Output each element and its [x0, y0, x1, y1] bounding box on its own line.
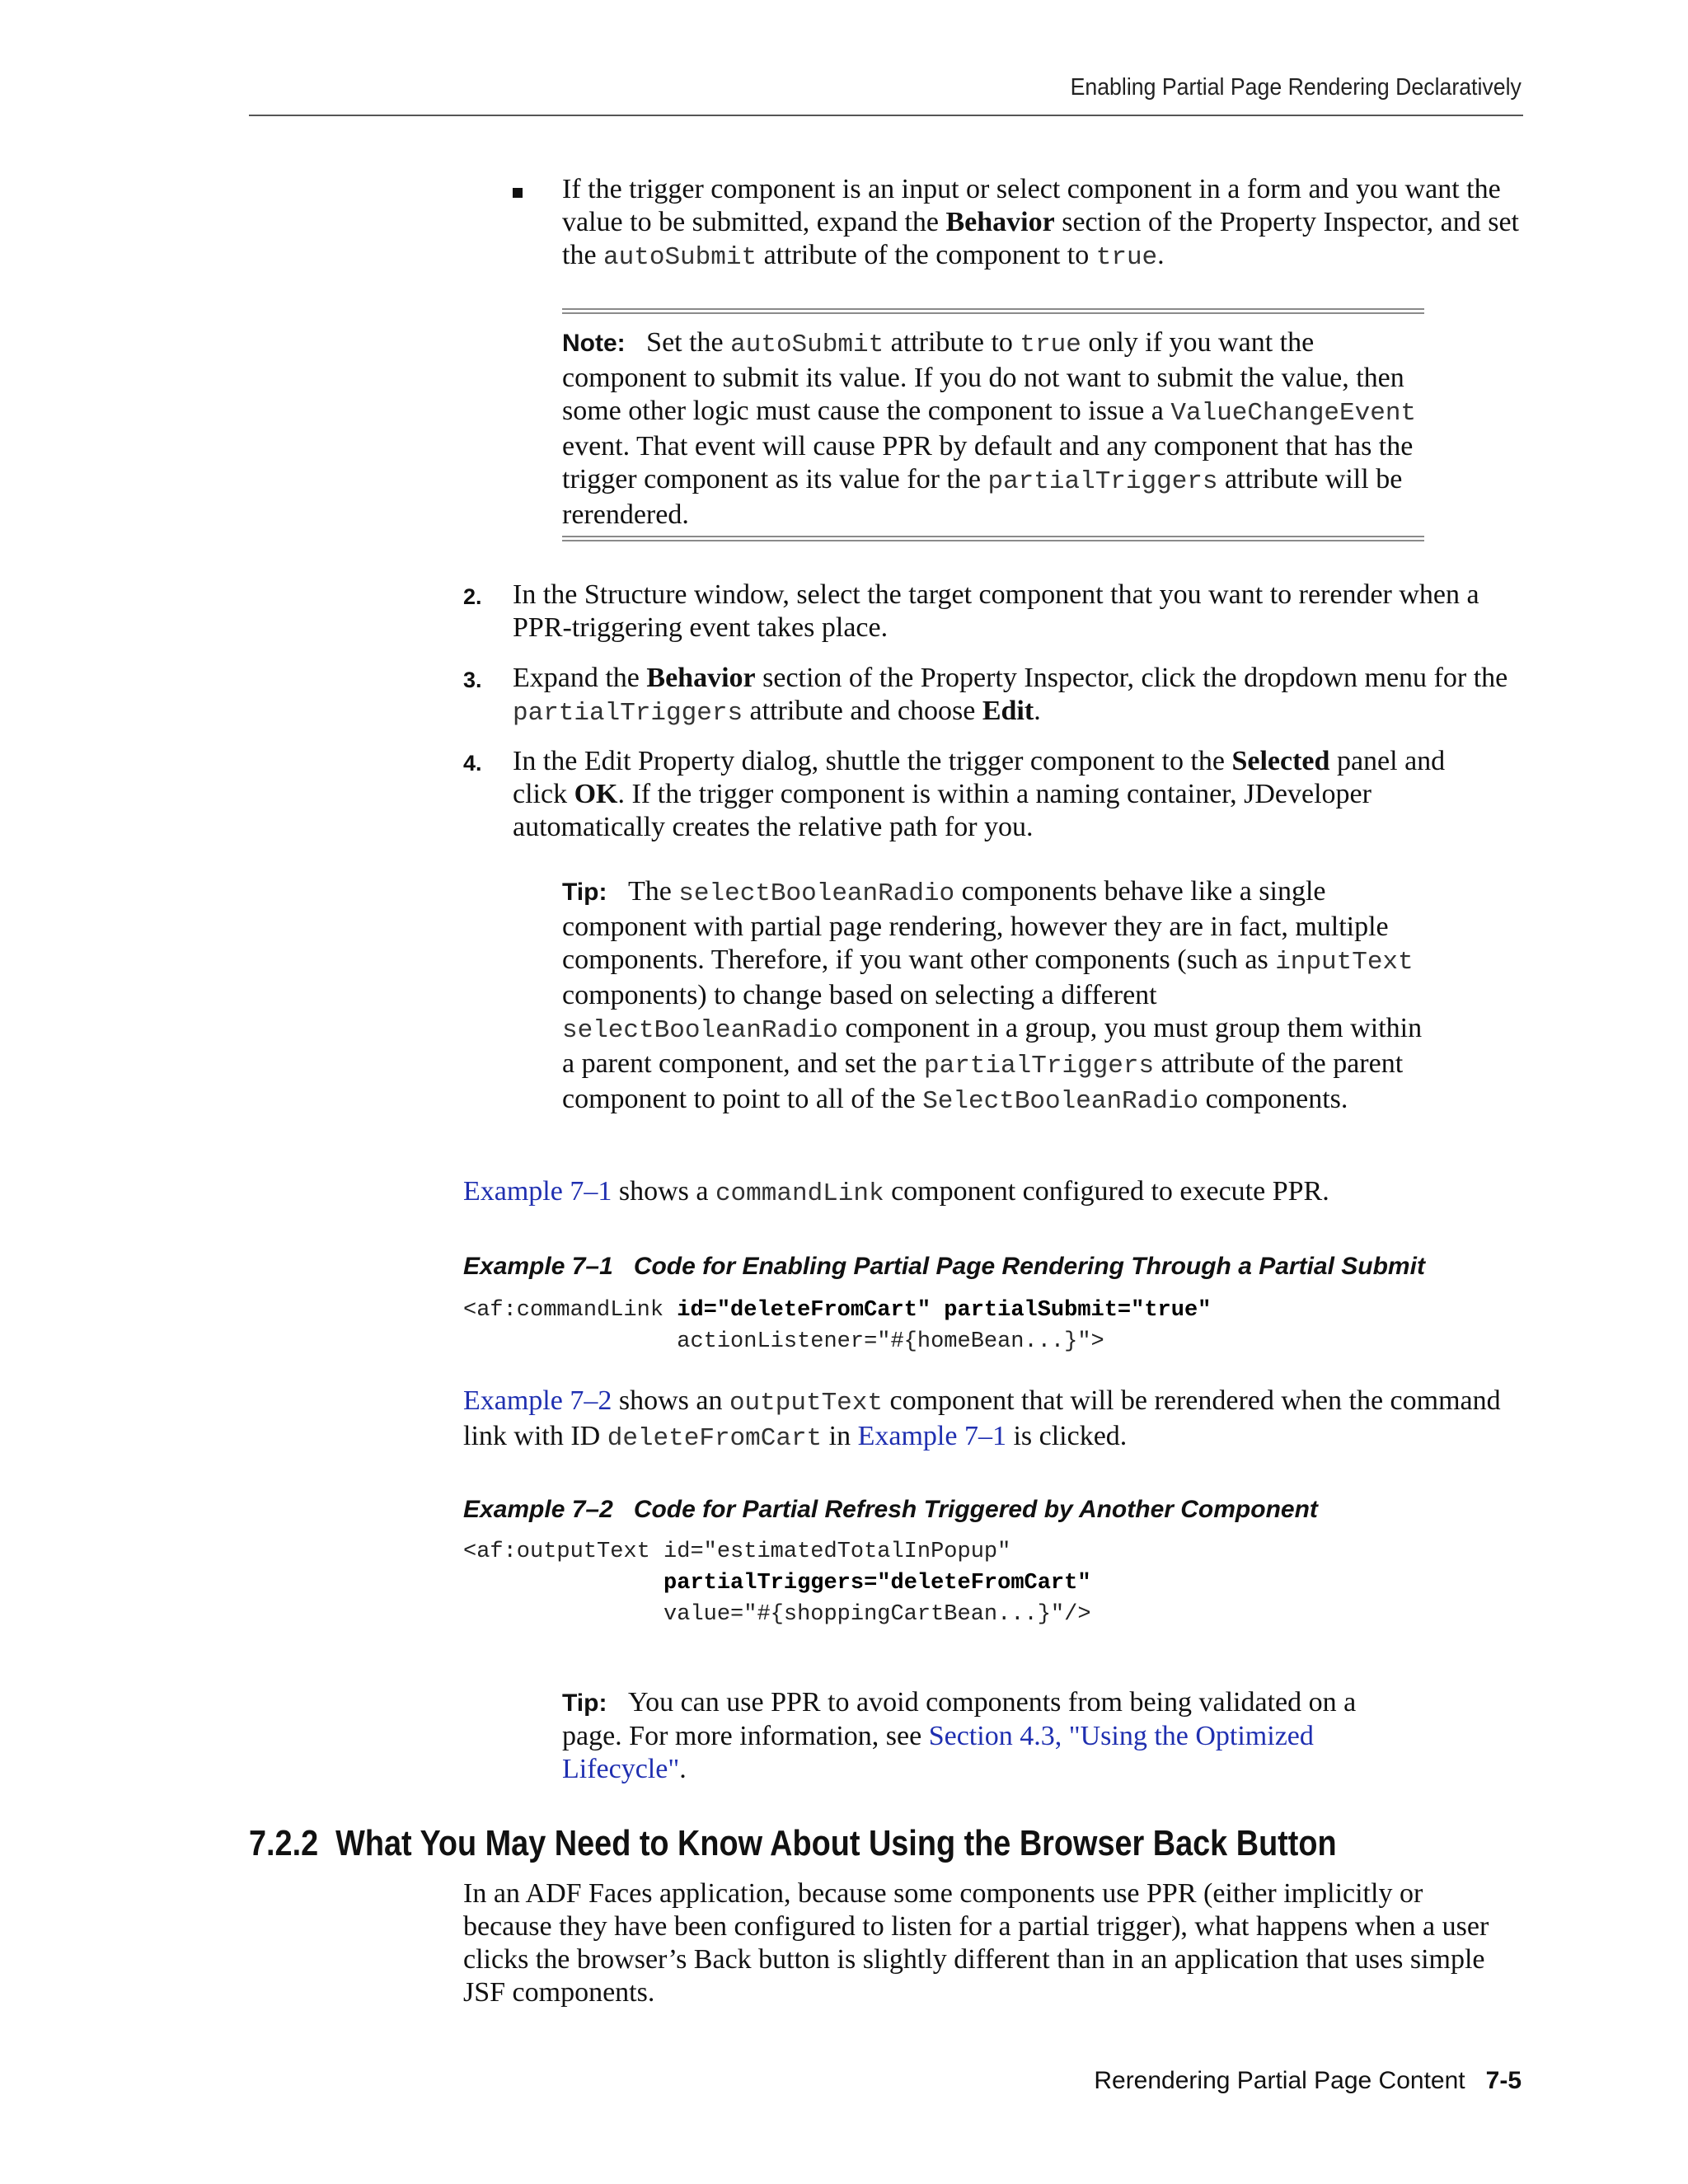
bullet-text-3: attribute of the component to [757, 240, 1096, 270]
footer [1094, 2067, 1522, 2095]
example-caption [463, 1253, 1535, 1281]
tip-1-text-4: component in a group, you must group them within a parent component, and set the [562, 1013, 1423, 1079]
paragraph-2-code-1: outputText [729, 1389, 883, 1418]
tip-1-code-4: partialTriggers [924, 1052, 1155, 1080]
note-text-4: event. That event will cause PPR by default and any component that has the trigger component as its value for the [562, 431, 1414, 494]
step-3-text-3: attribute and choose [743, 696, 982, 726]
paragraph-2-text-4: is clicked. [1006, 1421, 1128, 1451]
step-3-text [513, 662, 1510, 730]
bullet-code-autosubmit: autoSubmit [603, 243, 757, 272]
note-text-1: Set the [646, 327, 731, 358]
step-4-text-3: . If the trigger component is within a naming container, JDeveloper automatically creates the relative path for you. [513, 779, 1372, 842]
paragraph-1-text-2: component configured to execute PPR. [884, 1176, 1329, 1207]
bullet-code-true: true [1095, 243, 1158, 272]
note-code-3: ValueChangeEvent [1170, 399, 1417, 428]
step-2-text-1: In the Structure window, select the target component that you want to rerender when a PPR-triggering event takes place. [513, 579, 1479, 643]
note-text-3: only if you want the component to submit its value. If you do not want to submit the value, then some other logic must cause the component to issue a [562, 327, 1404, 426]
header-rule [249, 115, 1523, 116]
tip-2-text-2: . [679, 1754, 687, 1784]
example-caption [463, 1496, 1535, 1524]
tip-2-text-1: You can use PPR to avoid components from being validated on a page. For more information, see [562, 1687, 1357, 1751]
step-3-bold-2: Edit [982, 696, 1034, 726]
note-text-2: attribute to [884, 327, 1020, 358]
step-3-text-2: section of the Property Inspector, click the dropdown menu for the [755, 663, 1508, 693]
running-header: Enabling Partial Page Rendering Declaratively [1070, 74, 1522, 101]
example-caption-number: Example 7–1 [463, 1253, 613, 1280]
tip-2-label: Tip: [562, 1690, 607, 1717]
paragraph-2-code-2: deleteFromCart [607, 1424, 823, 1453]
paragraph-2-text-3: in [822, 1421, 858, 1451]
paragraph-example-7-2 [463, 1385, 1526, 1455]
tip-1-label: Tip: [562, 879, 607, 906]
note-label: Note: [562, 330, 626, 357]
example-caption-title: Code for Enabling Partial Page Rendering Through a Partial Submit [633, 1253, 1425, 1280]
bullet-text-2: section of the Property Inspector, and set the [562, 207, 1519, 270]
code-line-bold: partialTriggers="deleteFromCart" [663, 1571, 1091, 1596]
step-3-bold-1: Behavior [646, 663, 756, 693]
step-4-text-2: panel and click [513, 746, 1446, 809]
bullet-bold-behavior: Behavior [945, 207, 1055, 237]
note-top-rule [562, 308, 1424, 314]
note-bottom-rule [562, 536, 1424, 541]
paragraph-1-text-1: shows a [612, 1176, 715, 1207]
step-3-text-4: . [1034, 696, 1041, 726]
section-heading: 7.2.2 What You May Need to Know About Using the Browser Back Button [249, 1823, 1337, 1863]
note-code-2: true [1020, 330, 1081, 359]
tip-1-code-3: selectBooleanRadio [562, 1016, 838, 1045]
code-line: <af:commandLink [463, 1298, 678, 1323]
footer-chapter-title: Rerendering Partial Page Content [1094, 2067, 1465, 2094]
tip-1-code-5: SelectBooleanRadio [922, 1087, 1199, 1116]
section-body: In an ADF Faces application, because some components use PPR (either implicitly or because they have been configured to listen for a partial trigger), what happens when a user clicks the browser’s Back button is slightly different than in an application that uses simple JSF components. [463, 1878, 1489, 2008]
paragraph-2-text-2: component that will be rerendered when the command link with ID [463, 1385, 1501, 1451]
step-4-bold-1: Selected [1231, 746, 1330, 776]
tip-1-text-3: components) to change based on selecting a different [562, 980, 1157, 1010]
example-7-1-link[interactable]: Example 7–1 [463, 1176, 612, 1207]
step-3-code: partialTriggers [513, 699, 743, 728]
example-caption-title: Code for Partial Refresh Triggered by Another Component [633, 1496, 1318, 1523]
bullet-square-icon [513, 188, 523, 198]
code-line-bold: id="deleteFromCart" partialSubmit="true" [677, 1298, 1212, 1323]
step-4-bold-2: OK [574, 779, 618, 809]
tip-1-code-2: inputText [1275, 948, 1414, 977]
code-block [463, 1536, 1091, 1630]
paragraph-example-7-1 [463, 1175, 1535, 1211]
tip-1-text-1: The [627, 876, 679, 907]
example-7-1-link[interactable]: Example 7–1 [857, 1421, 1006, 1451]
example-caption-number: Example 7–2 [463, 1496, 613, 1523]
tip-1-code-1: selectBooleanRadio [678, 879, 955, 908]
tip-box-1 [562, 875, 1424, 1118]
step-3-text-1: Expand the [513, 663, 647, 693]
code-block [463, 1295, 1211, 1357]
step-4-text-1: In the Edit Property dialog, shuttle the trigger component to the [513, 746, 1232, 776]
bullet-text-4: . [1157, 240, 1165, 270]
code-line: actionListener="#{homeBean...}"> [463, 1329, 1104, 1354]
step-2-text [513, 579, 1502, 644]
tip-1-text-5: attribute of the parent component to point to all of the [562, 1048, 1404, 1114]
tip-1-text-2: components behave like a single component with partial page rendering, however they are in fact, multiple components. Therefore, if you want other components (such as [562, 876, 1389, 975]
note-box [562, 326, 1424, 532]
code-line: value="#{shoppingCartBean...}"/> [463, 1602, 1091, 1627]
example-7-2-link[interactable]: Example 7–2 [463, 1385, 612, 1416]
note-code-1: autoSubmit [730, 330, 884, 359]
bullet-text [562, 173, 1526, 274]
code-indent [463, 1571, 663, 1596]
paragraph-2-text-1: shows an [612, 1385, 729, 1416]
step-4-text [513, 745, 1502, 844]
paragraph-1-code: commandLink [715, 1179, 884, 1208]
page-number: 7-5 [1485, 2067, 1522, 2094]
section-4-3-link[interactable]: Section 4.3, "Using the Optimized Lifecycle" [562, 1721, 1314, 1784]
bullet-text-1: If the trigger component is an input or select component in a form and you want the value to be submitted, expand the [562, 174, 1501, 237]
step-number: 4. [463, 751, 482, 776]
step-number: 2. [463, 584, 482, 609]
tip-1-text-6: components. [1198, 1084, 1348, 1114]
code-line: <af:outputText id="estimatedTotalInPopup" [463, 1540, 1011, 1564]
note-text-5: attribute will be rerendered. [562, 464, 1403, 530]
step-number: 3. [463, 668, 482, 692]
note-code-4: partialTriggers [987, 467, 1218, 496]
tip-box-2 [562, 1686, 1419, 1786]
